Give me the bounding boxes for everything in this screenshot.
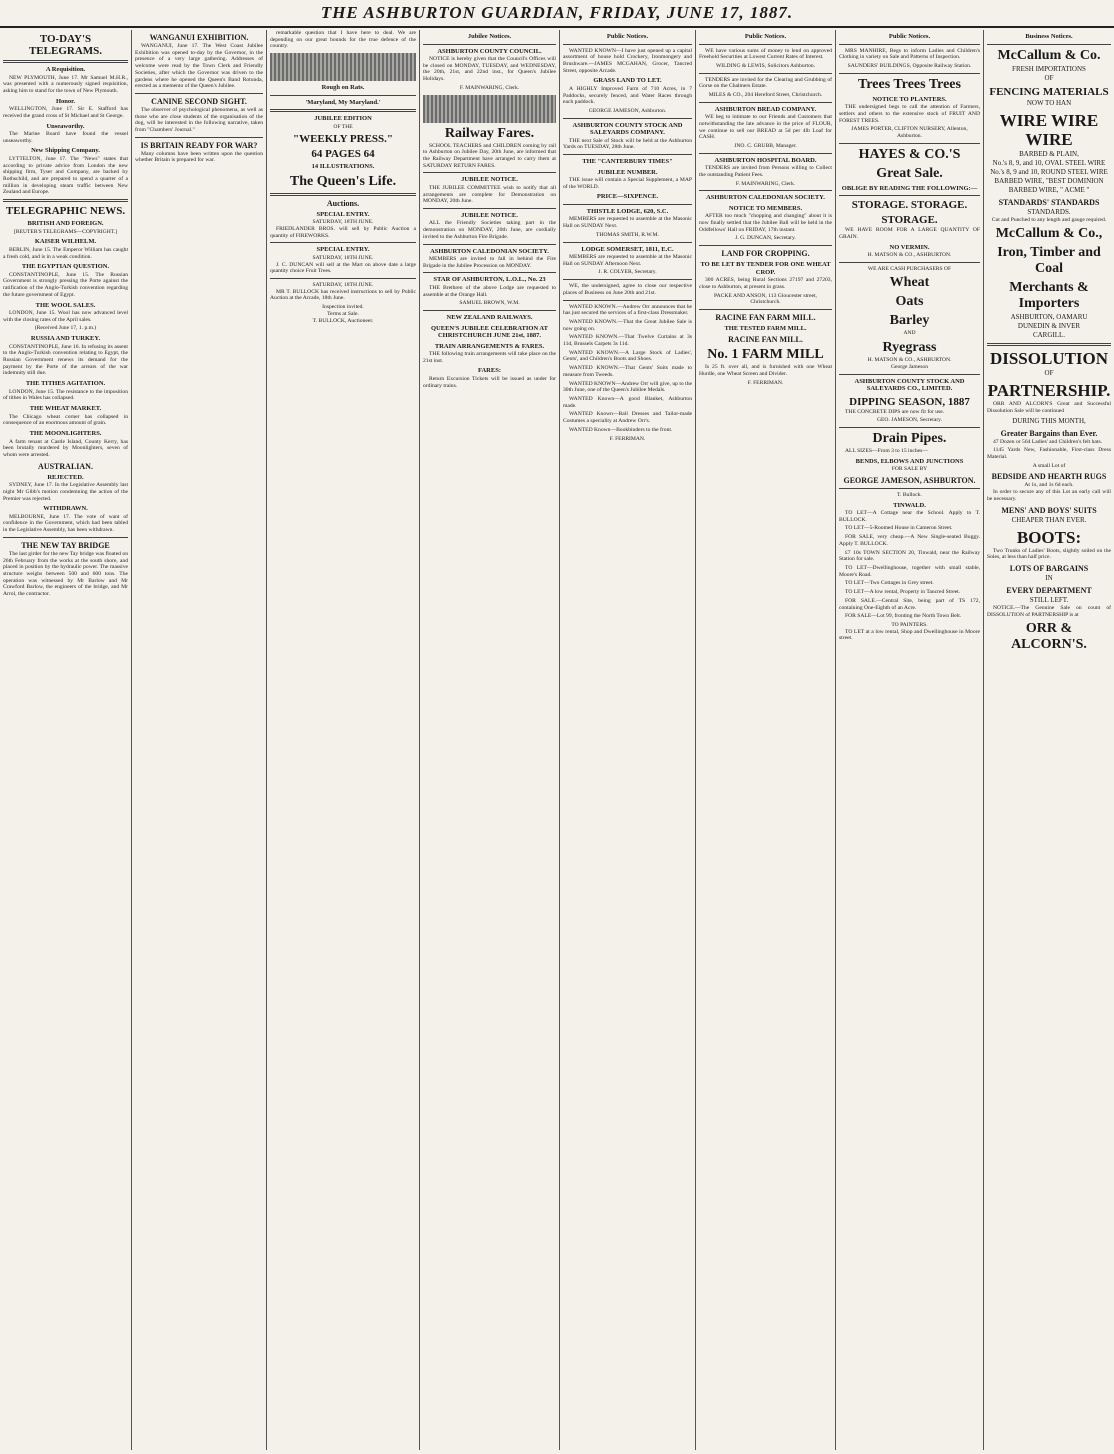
wanted-notice: WANTED KNOWN.—That the Great Jubilee Sale is now going on. [563, 318, 692, 332]
advert-title: WIRE WIRE WIRE [999, 110, 1099, 149]
listing: TO LET—5-Roomed House in Cameron Street. [845, 525, 953, 532]
auction-body: MR T. BULLOCK has received instructions to sell by Public Auction at the Arcade, 18th June. [270, 288, 416, 302]
listing: TO LET—Two Cottages in Grey street. [845, 580, 934, 587]
article-heading: WITHDRAWN. [43, 505, 88, 513]
advert-body: Is 25 ft. over all, and is furnished with one Wheat Hurdle, one Wheat Screen and Divider. [699, 364, 832, 378]
article-heading: IS BRITAIN READY FOR WAR? [140, 140, 258, 150]
advert-heading: JUBILEE EDITION [314, 115, 372, 123]
advert-title: MENS' AND BOYS' SUITS [1001, 505, 1097, 515]
notice-signature: F. MAINWARING, Clerk. [459, 84, 520, 91]
advert-body: Two Trunks of Ladies' Boots, slightly soiled on the Soles, at less than half price. [987, 547, 1111, 561]
advert-body: NOTICE.—The Genuine Sale on count of DISSOLUTION of PARTNERSHIP is at [987, 604, 1111, 618]
advert-title: EVERY DEPARTMENT [1006, 585, 1092, 595]
notice-subheading: JUBILEE NUMBER. [597, 168, 658, 176]
notice-body: THE next Sale of Stock will be held at the Ashburton Yards on TUESDAY, 28th June. [563, 137, 692, 151]
advert-title: McCallum & Co., [995, 226, 1103, 242]
advert-text: BARBED & PLAIN, [1019, 149, 1079, 158]
copyright-note: [REUTER'S TELEGRAMS—COPYRIGHT.] [13, 228, 118, 235]
advert-location: CARGILL. [1032, 331, 1066, 340]
advert-heading: Rough on Rats. [321, 84, 365, 92]
article: New Shipping Company. LYTTELTON, June 17. The "News" states that according to private advice from London the new shipping firm, Tyser and Company, are backed by Rothschild, and are prepared to spend a quarter of a million in developing steam traffic between New Zealand and Europe. [3, 147, 128, 196]
advert-signature: George Jameson [890, 363, 929, 370]
notice-signature: J. R. COLYER, Secretary. [598, 269, 657, 276]
article-heading: KAISER WILHELM. [34, 238, 97, 246]
article-heading: REJECTED. [47, 473, 84, 481]
article-heading: THE WHEAT MARKET. [29, 405, 102, 413]
auction-heading: SPECIAL ENTRY. [316, 210, 370, 218]
advert-title: STORAGE. STORAGE. [851, 199, 968, 212]
advert-text: FOR SALE BY [891, 466, 928, 473]
notice-signature: F. MAINWARING, Clerk. [735, 180, 796, 187]
listing-heading: TO PAINTERS. [891, 621, 928, 628]
advert-title: HAYES & CO.'S [858, 146, 961, 162]
grain-label: Ryegrass [882, 340, 937, 356]
column-public-notices-2 [696, 30, 836, 1450]
notice-body: TENDERS are invited for the Clearing and Grubbing of Gorse on the Chalmers Estate. [699, 76, 832, 90]
column-telegrams [0, 30, 132, 1450]
advert-text: DURING THIS MONTH, [1012, 416, 1086, 425]
advert-title: Merchants & Importers [1009, 280, 1089, 312]
article-body: The last girder for the new Tay bridge was floated on 26th February from the works at the south shore, and placed in position by the hydraulic power. The massive structure weighs between 500 and 600 tons. The operation was witnessed by Mr Barlow and Mr Crawford Barlow, the engineers of the bridge, and Mr Arrol, the contractor. [3, 550, 128, 598]
advert-text: At 1s, and 1s 6d each. [1024, 482, 1074, 489]
notice-heading: ASHBURTON HOSPITAL BOARD. [714, 156, 817, 164]
notice-body: 300 ACRES, being Rural Sections 27197 and 27203, close to Ashburton, at present in grass. [699, 277, 832, 290]
article-heading: THE EGYPTIAN QUESTION. [21, 263, 110, 271]
advert-subheading: BENDS, ELBOWS AND JUNCTIONS [855, 457, 964, 465]
advert-text: OF [1044, 73, 1054, 82]
notice-body: Return Excursion Tickets will be issued as under for ordinary trains. [423, 375, 556, 389]
advert-signature: H. MATSON & CO., ASHBURTON. [867, 357, 952, 364]
listing: FOR SALE, very cheap.—A New Single-seated Buggy. Apply T. BULLOCK. [839, 534, 980, 547]
advert-text: OF THE [333, 123, 353, 130]
article-heading: THE WOOL SALES. [35, 301, 96, 309]
advert-body: THE undersigned begs to call the attention of Farmers, settlers and others to the extensive stock of FRUIT AND FOREST TREES. [839, 104, 980, 124]
newspaper-title: THE ASHBURTON GUARDIAN, FRIDAY, JUNE 17, 1887. [320, 3, 794, 22]
notice-body: NOTICE is hereby given that the Council's Offices will be closed on MONDAY, TUESDAY, and WEDNESDAY, the 20th, 21st, and 22nd inst., for Queen's Jubilee Holidays. [423, 56, 556, 83]
advert-title: BOOTS: [1016, 527, 1082, 547]
product-line: No.'s 8, 9 and 10, ROUND STEEL WIRE [990, 167, 1108, 176]
listing: TO LET—A low rental, Property in Tancred Street. [845, 589, 961, 596]
advert-title: ORR & ALCORN'S. [1011, 621, 1087, 653]
advert-text: A small Lot of [1032, 462, 1066, 469]
advert-text: NOW TO HAN [1026, 98, 1072, 107]
notice-signature: GEORGE JAMESON, Ashburton. [588, 107, 667, 114]
advert-title: LOTS OF BARGAINS [1009, 563, 1089, 573]
article-heading: WANGANUI EXHIBITION. [149, 33, 249, 42]
advert-title: Trees Trees Trees [858, 76, 961, 92]
advert-subheading: WE ARE CASH PURCHASERS OF [867, 265, 952, 272]
auction-note: Inspection invited. [322, 304, 364, 311]
notice-signature: PACKE AND ANSON, 113 Gloucester street, Christchurch. [714, 292, 817, 306]
auction-note: Terms at Sale. [327, 310, 359, 317]
article-body: BERLIN, June 15. The Emperor William has caught a fresh cold, and is in a weak condition. [3, 246, 128, 260]
notice-heading: LODGE SOMERSET, 1811, E.C. [581, 245, 674, 253]
advert-title: DIPPING SEASON, 1887 [849, 395, 970, 408]
advert-body: In order to secure any of this Lot an early call will be necessary. [987, 489, 1111, 502]
auctioneer-signature: T. BULLOCK, Auctioneer. [312, 317, 374, 324]
wanted-notice: WANTED Known—Bookbinders to the front. [569, 426, 673, 433]
notice-subheading: TRAIN ARRANGEMENTS & FARES. [434, 342, 545, 350]
notice-heading: ASHBURTON BREAD COMPANY. [714, 105, 817, 113]
column-heading: Business Notices. [1025, 33, 1073, 40]
advert-body: 1145 Yards New, Fashionable, First-class Dress Material. [987, 447, 1111, 461]
advert-title: McCallum & Co. [997, 47, 1101, 63]
article-body: CONSTANTINOPLE, June 16. In refusing its assent to the Anglo-Turkish convention relating to Egypt, the Russian Government renews its demand for the payment by the Porte of the arrears of the war indemnity still due. [3, 343, 128, 377]
notice-body: A HIGHLY Improved Farm of 710 Acres, in 7 Paddocks, securely fenced, and Water Races through each paddock. [563, 85, 692, 106]
advert-signature: T. Bullock. [897, 491, 922, 498]
article-body: SYDNEY, June 17. In the Legislative Assembly last night Mr Gibb's motion condemning the action of the Premier was rejected. [3, 482, 128, 502]
article-body: WANGANUI, June 17. The West Coast Jubilee Exhibition was opened to-day by the Governor, in the presence of a very large gathering. Addresses of welcome were read by the Town Clerk and Friendly Societies, after which the Governor was driven to the gardens where he opened the Queen's Band Rotunda, erected as a memento of the Queen's Jubilee. [135, 43, 263, 90]
notice-body: THE following train arrangements will take place on the 21st inst. [423, 351, 556, 364]
column-news [132, 30, 267, 1450]
column-adverts-auctions [267, 30, 420, 1450]
section-heading: TO-DAY'S TELEGRAMS. [28, 33, 103, 57]
notice-signature: SAUNDERS' BUILDINGS, Opposite Railway Station. [847, 62, 972, 69]
notice-heading: ASHBURTON COUNTY COUNCIL. [437, 47, 542, 55]
column-jubilee-notices [420, 30, 560, 1450]
notice-body: THE issue will contain a Special Supplement, a MAP of the WORLD. [563, 177, 692, 190]
article-body: The Chicago wheat corner has collapsed in consequence of an enormous amount of grain. [3, 413, 128, 427]
column-business-notices [984, 30, 1114, 1450]
notice-heading: JUBILEE NOTICE. [461, 211, 518, 219]
notice-heading: GRASS LAND TO LET. [593, 77, 662, 85]
column-heading: Public Notices. [744, 33, 787, 40]
advert-subheading: NO VERMIN. [889, 243, 930, 251]
advert-signature: GEORGE JAMESON, ASHBURTON. [843, 475, 976, 485]
wanted-notice: WANTED Known—Ball Dresses and Tailor-made Costumes a speciality at Andrew Orr's. [563, 411, 692, 425]
listing: TO LET—Dwellinghouse, together with small stable, Moore's Road. [839, 564, 980, 578]
advert-location: DUNEDIN & INVER [1017, 322, 1081, 331]
article-body: CONSTANTINOPLE, June 15. The Russian Government is strongly pressing the Porte against the ratification of the Anglo-Turkish convention regarding the future government of Egypt. [3, 271, 128, 298]
listing: FOR SALE.—Central Site, being part of TS 172, containing One-Eighth of an Acre. [839, 597, 980, 611]
advert-title: Drain Pipes. [872, 430, 947, 446]
grain-label: Barley [889, 313, 930, 329]
advert-heading: RACINE FAN FARM MILL. [715, 312, 816, 322]
advert-body: WE HAVE ROOM FOR A LARGE QUANTITY OF GRAIN. [839, 227, 980, 240]
auction-date: SATURDAY, 18TH JUNE. [312, 254, 374, 261]
notice-signature: F. FERRIMAN. [609, 435, 646, 442]
article-body: LONDON, June 15. Wool has now advanced level with the closing rates of the April sales. [3, 310, 128, 323]
advert-text: FRESH IMPORTATIONS [1012, 64, 1086, 73]
wanted-notice: WANTED KNOWN.—That Gents' Suits made to measure from Tweeds. [563, 365, 692, 378]
advert-title: PARTNERSHIP. [987, 381, 1111, 401]
notice-title: Railway Fares. [444, 125, 535, 141]
article-heading: THE TITHES AGITATION. [25, 380, 106, 388]
auction-body: J. C. DUNCAN will sell at the Mart on above date a large quantity choice Fruit Trees. [270, 261, 416, 275]
wanted-notice: WANTED Known—A good Blanket, Ashburton made. [563, 396, 692, 409]
notice-signature: GEO. JAMESON, Secretary. [876, 417, 943, 424]
advert-title: No. 1 FARM MILL [707, 347, 824, 363]
subheading: BRITISH AND FOREIGN. [27, 220, 104, 228]
notice-body: MEMBERS are requested to assemble at the Masonic Hall on SUNDAY Next. [563, 216, 692, 230]
section-heading: TELEGRAPHIC NEWS. [5, 205, 126, 218]
notice-body: WE have various sums of money to lend on approved Freehold Securities at Lowest Current Rates of Interest. [699, 47, 832, 61]
product-line: No.'s 8, 9, and 10, OVAL STEEL WIRE [992, 158, 1106, 167]
listing: FOR SALE—Lot 99, fronting the North Town Belt. [845, 613, 962, 620]
advert-title: The Queen's Life. [289, 173, 397, 189]
article-heading: RUSSIA AND TURKEY. [30, 335, 101, 343]
column-heading: Jubilee Notices. [467, 33, 512, 40]
notice-body: THE JUBILEE COMMITTEE wish to notify that all arrangements are complete for Demonstration on MONDAY, 20th June. [423, 184, 556, 205]
advert-body: 47 Dozen or 564 Ladies' and Children's felt hats. [993, 438, 1103, 445]
received-note: (Received June 17, 1. p.m.) [34, 325, 97, 332]
notice-heading: JUBILEE NOTICE. [461, 176, 518, 184]
notice-body: WE, the undersigned, agree to close our respective places of Business on June 20th and 21st. [563, 283, 692, 296]
notice-body: SCHOOL TEACHERS and CHILDREN coming by rail to Ashburton on Jubilee Day, 20th June, are informed that the Railway Department have arranged to carry them at SATURDAY RETURN FARES. [423, 142, 556, 169]
advert-text: CHEAPER THAN EVER. [1011, 515, 1087, 524]
article-body: The observer of psychological phenomena, as well as those who are close students of the organisation of the dog, will be interested in the following narrative, taken from "Chambers' Journal." [135, 106, 263, 134]
advert-title: BEDSIDE AND HEARTH RUGS [991, 472, 1107, 482]
advert-title: "WEEKLY PRESS." [292, 133, 394, 146]
notice-signature: SAMUEL BROWN, W.M. [459, 300, 520, 307]
advert-subheading: THE TESTED FARM MILL. [724, 324, 807, 332]
notice-subheading: FARES: [478, 367, 501, 375]
notice-body: MEMBERS are invited to fall in behind the Fire Brigade in the Jubilee Procession on MONDAY. [423, 256, 556, 269]
train-illustration [423, 95, 556, 123]
notice-heading: THISTLE LODGE, 620, S.C. [586, 207, 669, 215]
listing: TO LET at a low rental, Shop and Dwellinghouse in Moore street. [839, 628, 980, 642]
grain-label: Oats [895, 294, 924, 310]
poem-heading: 'Maryland, My Maryland.' [305, 98, 381, 106]
advert-title: Greater Bargains than Ever. [1000, 428, 1098, 438]
listing: £7 10s TOWN SECTION 20, Tinwald, near the Railway Station for sale. [839, 549, 980, 563]
product-line: BARBED WIRE, " ACME " [1008, 185, 1090, 194]
wanted-notice: WANTED KNOWN.—A Large Stock of Ladies', Gents', and Children's Boots and Shoes. [563, 349, 692, 363]
notice-heading: NEW ZEALAND RAILWAYS. [446, 314, 533, 322]
advert-text: IN [1045, 573, 1053, 582]
article: Unseaworthy. The Marine Board have found the vessel unseaworthy. [3, 122, 128, 144]
advert-title: Great Sale. [876, 165, 943, 181]
advert-title: FENCING MATERIALS [989, 85, 1109, 98]
notice-heading: THE "CANTERBURY TIMES" [582, 158, 673, 166]
advert-text: 14 ILLUSTRATIONS. [311, 163, 375, 171]
notice-heading: LAND FOR CROPPING. [721, 249, 810, 259]
notice-signature: WILDING & LEWIS, Solicitors Ashburton. [715, 62, 816, 69]
column-public-notices-3 [836, 30, 984, 1450]
notice-subheading: NOTICE TO MEMBERS. [728, 204, 803, 212]
notice-signature: MILES & CO., 204 Hereford Street, Christchurch. [708, 92, 823, 99]
notice-body: MRS MANHIRE, Begs to inform Ladies and Children's Clothing in variety on Sale and Patterns of Inspection. [839, 47, 980, 61]
column-public-notices-1 [560, 30, 696, 1450]
notice-body: WANTED KNOWN—I have just opened up a capital assortment of house hold Crockery, Ironmongery and Brushware.—JAMES MCGAHAN, Grocer, Tancred Street, opposite Arcade. [563, 47, 692, 74]
notice-heading: ASHBURTON CALEDONIAN SOCIETY. [706, 194, 825, 202]
advert-text: OF [1044, 369, 1054, 378]
article-body: LONDON, June 15. The resistance to the imposition of tithes in Wales has collapsed. [3, 388, 128, 402]
masthead [0, 0, 1114, 28]
notice-body: AFTER too much "chopping and changing" about it is now finally settled that the Jubilee Ball will be held in the Oddfellows' Hall on FRIDAY, 17th instant. [699, 213, 832, 233]
advert-heading: RACINE FAN MILL. [728, 335, 803, 345]
advert-pages: 64 PAGES 64 [311, 148, 375, 161]
wanted-notice: WANTED KNOWN—Andrew Orr will give, up to the 30th June, one of the Queen's Jubilee Medals. [563, 380, 692, 394]
notice-body: TENDERS are invited from Persons willing to Collect the outstanding Patient Fees. [699, 165, 832, 178]
article-heading: THE NEW TAY BRIDGE [21, 540, 110, 550]
article-heading: THE MOONLIGHTERS. [29, 430, 102, 437]
advert-subheading: OBLIGE BY READING THE FOLLOWING:— [841, 184, 978, 192]
notice-signature: J. G. DUNCAN, Secretary. [735, 235, 796, 242]
advert-title: Iron, Timber and Coal [997, 245, 1101, 277]
article-body: remarkable question that I have here to deal. We are depending on our great bounds for the true defence of the country. [270, 30, 416, 50]
advert-body: ALL SIZES—From 3 to 15 inches— [845, 447, 928, 454]
article-body: Many columns have been written upon the question whether Britain is prepared for war. [135, 150, 263, 164]
notice-heading: STAR OF ASHBURTON, L.O.L., No. 23 [433, 276, 546, 284]
price-label: PRICE—SIXPENCE. [596, 193, 659, 201]
column-heading: Public Notices. [606, 33, 649, 40]
notice-subheading: TO BE LET BY TENDER FOR ONE WHEAT CROP. [700, 261, 831, 276]
advert-body: ORR AND ALCORN'S Great and Successful Dissolution Sale will be continued [987, 401, 1111, 414]
advert-text: Cut and Punched to any length and gauge required. [991, 216, 1107, 223]
auction-date: SATURDAY, 18TH JUNE. [312, 219, 374, 226]
article: A Requisition. NEW PLYMOUTH, June 17. Mr Samuel M.H.R., was presented with a numerously signed requisition, asking him to stand for the town of New Plymouth. [3, 66, 128, 94]
listing: TO LET—A Cottage near the School. Apply to T. BULLOCK. [839, 510, 980, 523]
wanted-notice: WANTED KNOWN.—Andrew Orr announces that he has just secured the services of a first-class Dressmaker. [563, 303, 692, 317]
notice-signature: THOMAS SMITH, R.W.M. [596, 231, 659, 238]
notice-body: WE beg to intimate to our Friends and Customers that notwithstanding the late advance in the price of FLOUR, we continue to sell our BREAD at 5d per 4lb Loaf for CASH. [699, 114, 832, 141]
advert-signature: JAMES PORTER, CLIFTON NURSERY, Allenton, Ashburton. [851, 126, 968, 139]
advert-text: STANDARDS. [1027, 207, 1071, 216]
auction-heading: SPECIAL ENTRY. [316, 246, 370, 254]
notice-subheading: QUEEN'S JUBILEE CELEBRATION AT CHRISTCHURCH JUNE 21st, 1887. [431, 324, 548, 340]
notice-body: THE Brethren of the above Lodge are requested to assemble at the Orange Hall. [423, 284, 556, 298]
advert-illustration [270, 53, 416, 81]
grain-label: Wheat [889, 275, 930, 291]
article-body: MELBOURNE, June 17. The vote of want of confidence in the Government, which had been tabled in the Legislative Assembly, has been withdrawn. [3, 513, 128, 534]
advert-location: ASHBURTON, OAMARU [1010, 313, 1088, 322]
section-heading: Auctions. [326, 198, 360, 208]
product-line: BARBED WIRE, "BEST DOMINION [994, 176, 1104, 185]
section-heading: TINWALD. [893, 501, 926, 509]
advert-signature: F. FERRIMAN. [747, 379, 784, 386]
wanted-notice: WANTED KNOWN.—That Twelve Curtains at 3s 11d, Brussels Carpets 3s 11d. [563, 334, 692, 348]
notice-heading: ASHBURTON COUNTY STOCK AND SALEYARDS COMPANY. [572, 121, 683, 137]
auction-body: FRIEDLANDER BROS. will sell by Public Auction a quantity of FIREWORKS. [270, 226, 416, 239]
auction-date: SATURDAY, 18TH JUNE. [312, 282, 374, 289]
column-heading: Public Notices. [888, 33, 931, 40]
article: Honor. WELLINGTON, June 17. Sir E. Stafford has received the grand cross of St Michael and St George. [3, 97, 128, 119]
article-heading: CANINE SECOND SIGHT. [151, 96, 247, 106]
notice-heading: ASHBURTON COUNTY STOCK AND SALEYARDS CO., LIMITED. [854, 377, 965, 393]
notice-body: THE CONCRETE DIPS are now fit for use. [845, 408, 945, 415]
advert-text: AND [903, 330, 916, 337]
advert-title: STORAGE. [881, 214, 938, 227]
advert-title: DISSOLUTION [989, 349, 1109, 369]
section-heading: AUSTRALIAN. [38, 461, 93, 471]
article-body: A farm tenant at Castle Island, County Kerry, has been brutally murdered by Moonlighters, seven of whom were arrested. [3, 438, 128, 458]
notice-signature: JNO. C. GRUBB, Manager. [734, 143, 797, 150]
advert-title: STANDARDS' STANDARDS [998, 197, 1100, 207]
advert-signature: H. MATSON & CO., ASHBURTON. [867, 252, 952, 259]
notice-body: ALL the Friendly Societies taking part in the demonstration on MONDAY, 20th June, are cordially invited to the Ashburton Fire Brigade. [423, 220, 556, 240]
advert-subheading: NOTICE TO PLANTERS. [872, 95, 947, 103]
advert-text: STILL LEFT. [1029, 595, 1069, 604]
notice-heading: ASHBURTON CALEDONIAN SOCIETY. [430, 247, 549, 255]
notice-body: MEMBERS are requested to assemble at the Masonic Hall on SUNDAY Afternoon Next. [563, 254, 692, 267]
